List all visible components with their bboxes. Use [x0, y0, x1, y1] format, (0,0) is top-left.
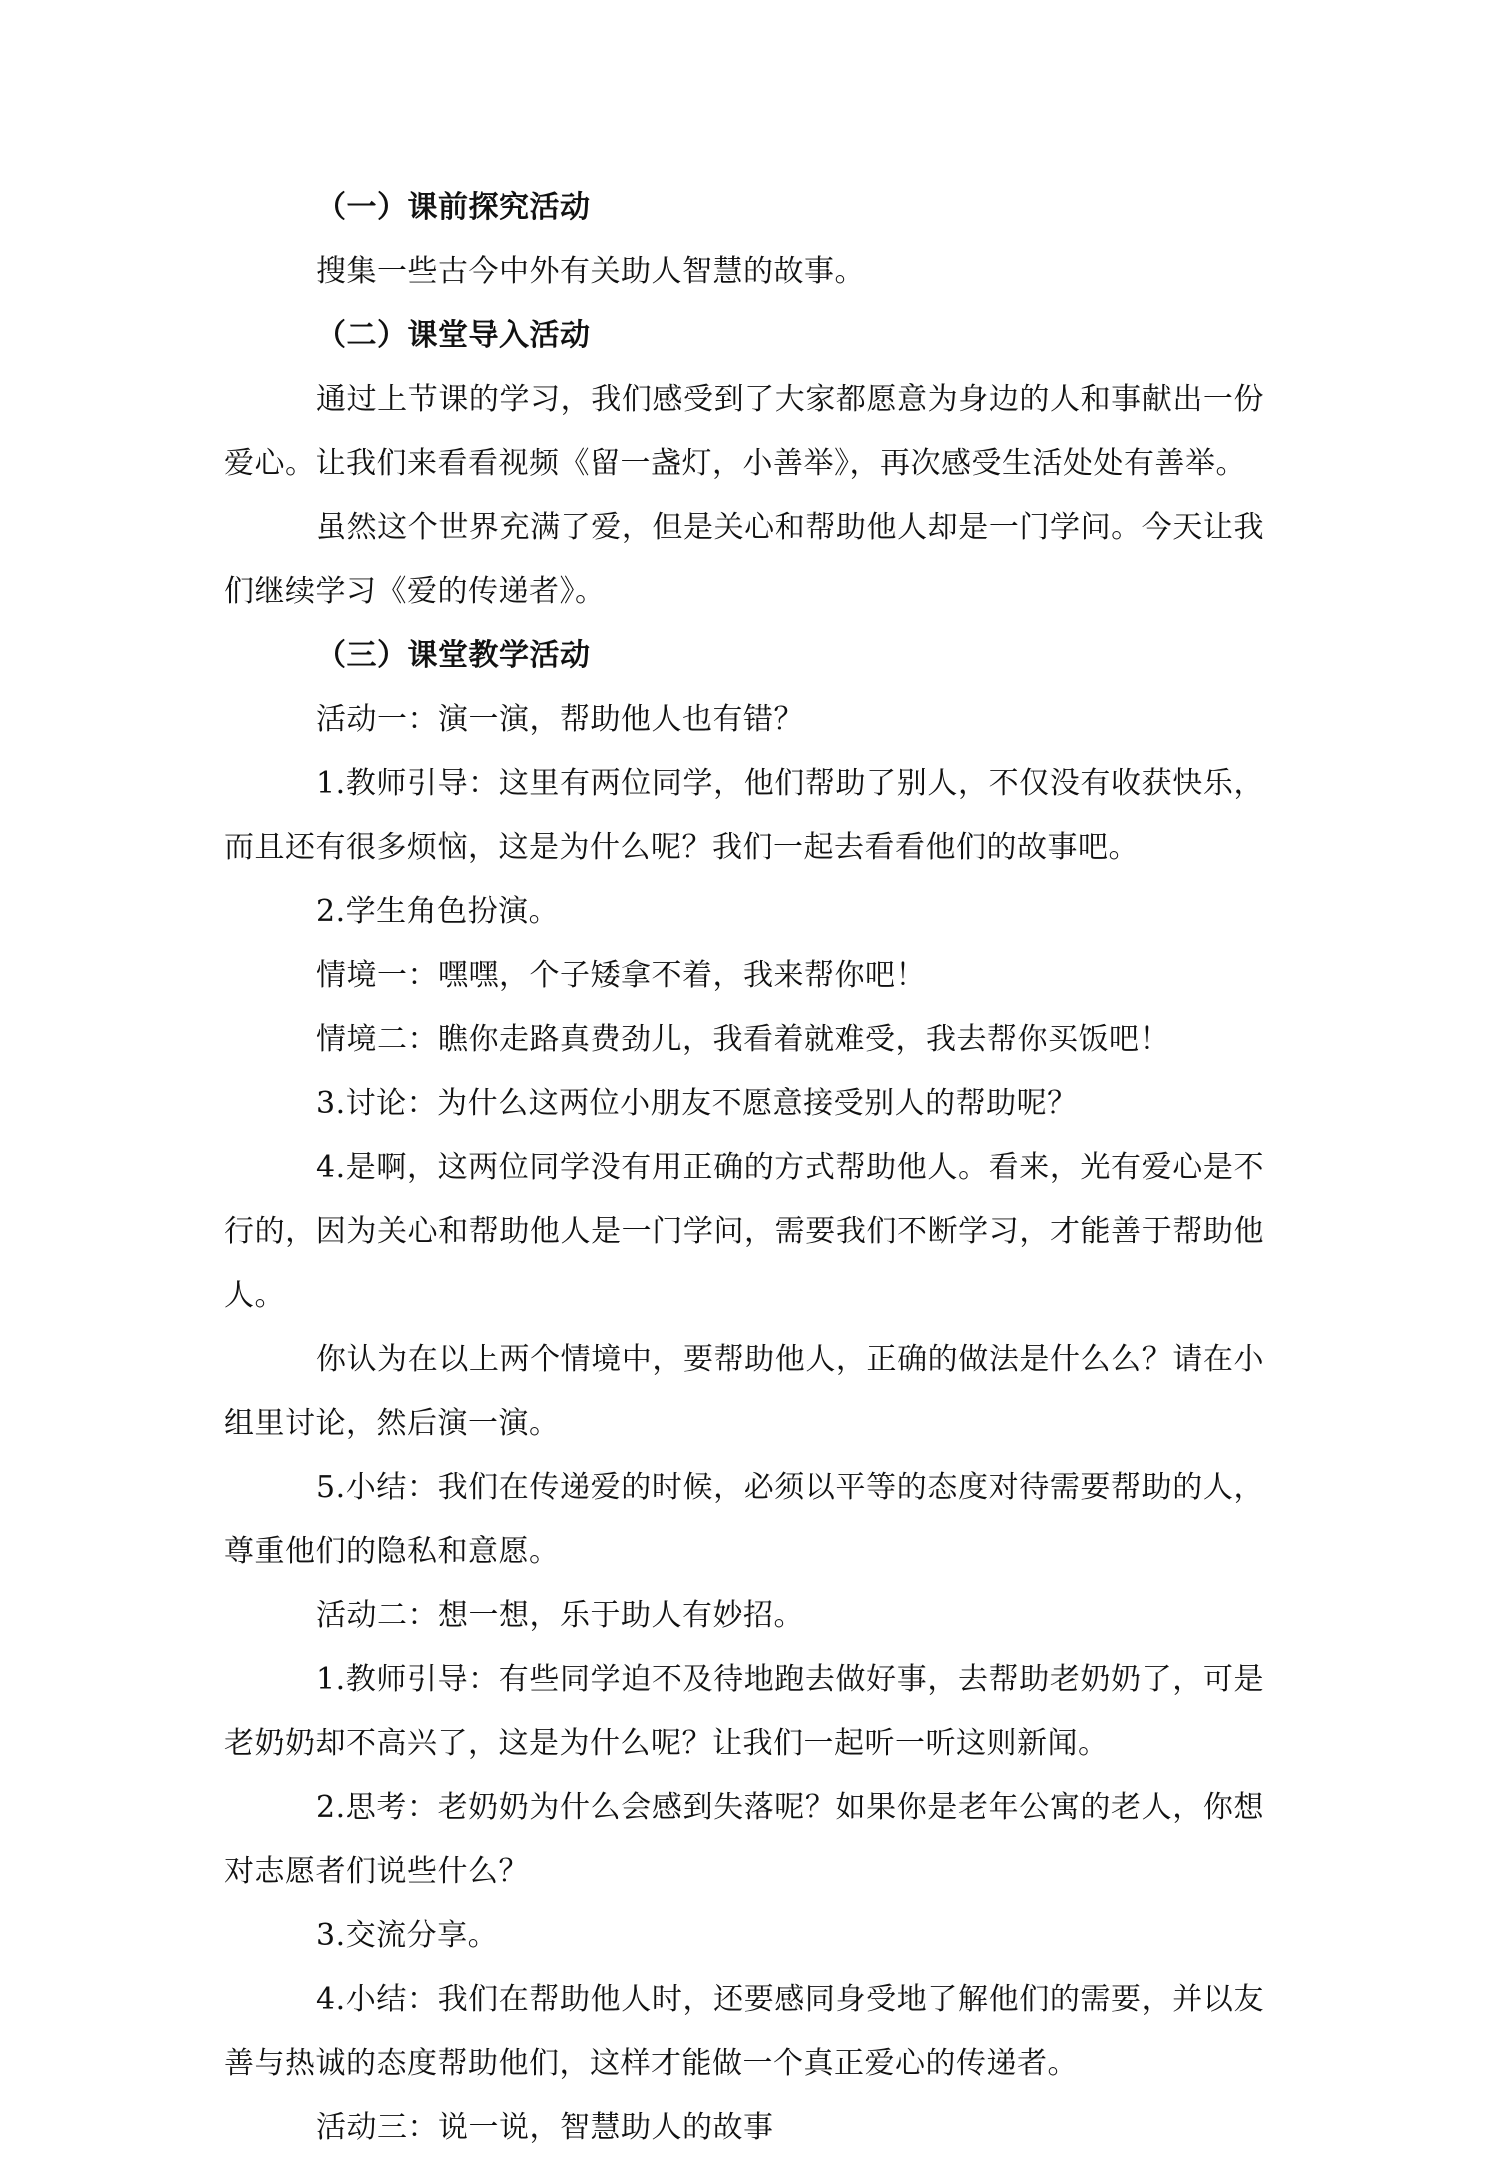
section-heading-intro: （二）课堂导入活动: [316, 318, 591, 353]
paragraph: 情境一：嘿嘿，个子矮拿不着，我来帮你吧！: [316, 958, 926, 993]
paragraph: 3.讨论：为什么这两位小朋友不愿意接受别人的帮助呢？: [316, 1086, 1078, 1121]
paragraph: 1.教师引导：有些同学迫不及待地跑去做好事，去帮助老奶奶了，可是老奶奶却不高兴了，这是为什么呢？让我们一起听一听这则新闻。: [224, 1662, 1264, 1761]
paragraph: 4.是啊，这两位同学没有用正确的方式帮助他人。看来，光有爱心是不行的，因为关心和帮助他人是一门学问，需要我们不断学习，才能善于帮助他人。: [224, 1150, 1264, 1313]
activity-title: 活动一：演一演，帮助他人也有错？: [316, 702, 804, 737]
paragraph: 搜集一些古今中外有关助人智慧的故事。: [316, 254, 865, 289]
paragraph: 你认为在以上两个情境中，要帮助他人，正确的做法是什么么？请在小组里讨论，然后演一演。: [224, 1342, 1264, 1441]
paragraph: 4.小结：我们在帮助他人时，还要感同身受地了解他们的需要，并以友善与热诚的态度帮助他们，这样才能做一个真正爱心的传递者。: [224, 1982, 1264, 2081]
paragraph: 情境二：瞧你走路真费劲儿，我看着就难受，我去帮你买饭吧！: [316, 1022, 1170, 1057]
activity-title: 活动三：说一说，智慧助人的故事: [316, 2110, 774, 2145]
document-body: [224, 176, 1264, 2160]
activity-title: 活动二：想一想，乐于助人有妙招。: [316, 1598, 804, 1633]
paragraph: 3.交流分享。: [316, 1918, 499, 1953]
paragraph: 2.学生角色扮演。: [316, 894, 560, 929]
paragraph: 虽然这个世界充满了爱，但是关心和帮助他人却是一门学问。今天让我们继续学习《爱的传递者》。: [224, 510, 1264, 609]
section-heading-teaching: （三）课堂教学活动: [316, 638, 591, 673]
paragraph: 通过上节课的学习，我们感受到了大家都愿意为身边的人和事献出一份爱心。让我们来看看视频《留一盏灯，小善举》，再次感受生活处处有善举。: [224, 382, 1264, 481]
paragraph: 5.小结：我们在传递爱的时候，必须以平等的态度对待需要帮助的人，尊重他们的隐私和意愿。: [224, 1470, 1264, 1569]
section-heading-pre-class: （一）课前探究活动: [316, 190, 591, 225]
paragraph: 1.教师引导：这里有两位同学，他们帮助了别人，不仅没有收获快乐，而且还有很多烦恼，这是为什么呢？我们一起去看看他们的故事吧。: [224, 766, 1264, 865]
paragraph: 2.思考：老奶奶为什么会感到失落呢？如果你是老年公寓的老人，你想对志愿者们说些什么？: [224, 1790, 1264, 1889]
